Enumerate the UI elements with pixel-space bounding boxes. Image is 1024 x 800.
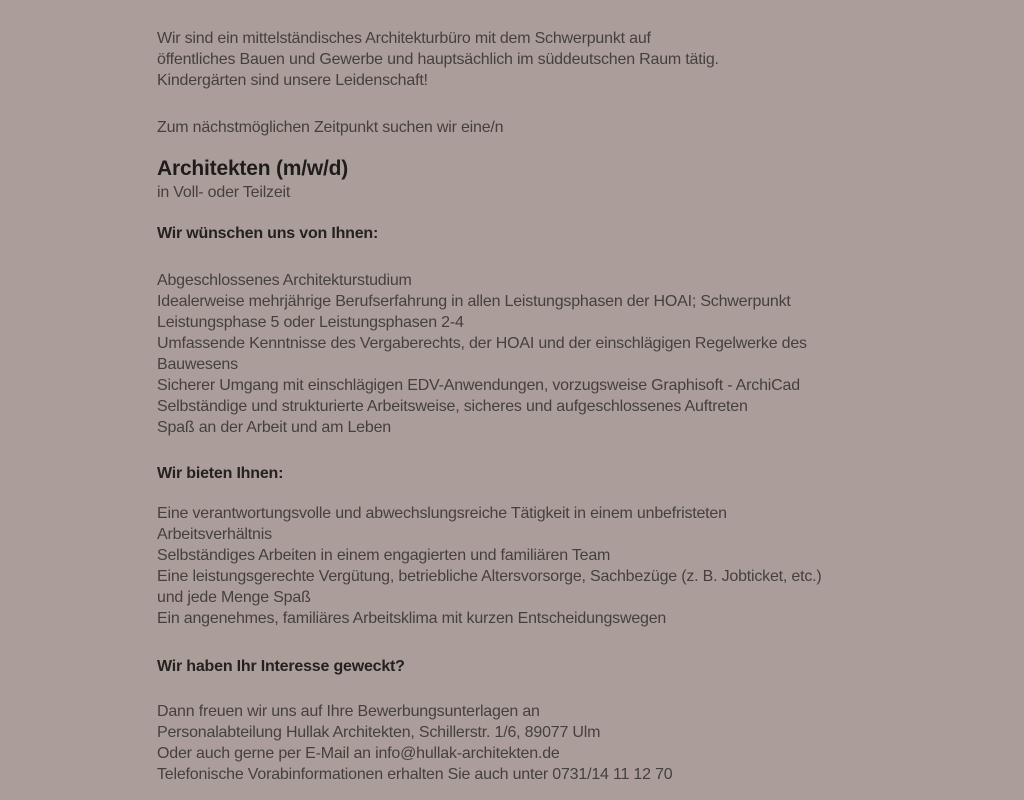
lead-in-line: Zum nächstmöglichen Zeitpunkt suchen wir eine/n — [157, 119, 504, 136]
text-line: Leistungsphase 5 oder Leistungsphasen 2-4 — [157, 314, 464, 331]
text-line: Telefonische Vorabinformationen erhalten Sie auch unter 0731/14 11 12 70 — [157, 766, 673, 783]
closing-heading: Wir haben Ihr Interesse geweckt? — [157, 658, 405, 675]
text-line: Eine verantwortungsvolle und abwechslungsreiche Tätigkeit in einem unbefristeten — [157, 505, 727, 522]
offers-list — [157, 503, 904, 629]
text-line: und jede Menge Spaß — [157, 589, 311, 606]
text-line: Sicherer Umgang mit einschlägigen EDV-Anwendungen, vorzugsweise Graphisoft - ArchiCad — [157, 377, 800, 394]
text-line: Ein angenehmes, familiäres Arbeitsklima mit kurzen Entscheidungswegen — [157, 610, 667, 627]
offers-heading: Wir bieten Ihnen: — [157, 465, 284, 482]
contact-list — [157, 701, 904, 785]
text-line: Abgeschlossenes Architekturstudium — [157, 272, 412, 289]
text-line: Personalabteilung Hullak Architekten, Schillerstr. 1/6, 89077 Ulm — [157, 724, 601, 741]
text-line: Spaß an der Arbeit und am Leben — [157, 419, 391, 436]
text-line: Selbständiges Arbeiten in einem engagierten und familiären Team — [157, 547, 611, 564]
job-subtitle: in Voll- oder Teilzeit — [157, 184, 291, 201]
text-line: öffentliches Bauen und Gewerbe und hauptsächlich im süddeutschen Raum tätig. — [157, 51, 719, 68]
text-line: Arbeitsverhältnis — [157, 526, 272, 543]
job-title: Architekten (m/w/d) — [157, 157, 349, 180]
text-line: Eine leistungsgerechte Vergütung, betriebliche Altersvorsorge, Sachbezüge (z. B. Jobticket, etc.) — [157, 568, 822, 585]
text-line: Idealerweise mehrjährige Berufserfahrung in allen Leistungsphasen der HOAI; Schwerpunkt — [157, 293, 791, 310]
wishes-list — [157, 270, 904, 438]
intro-paragraph — [157, 28, 904, 91]
text-line: Bauwesens — [157, 356, 238, 373]
text-line: Wir sind ein mittelständisches Architekturbüro mit dem Schwerpunkt auf — [157, 30, 651, 47]
text-line: Umfassende Kenntnisse des Vergaberechts, der HOAI und der einschlägigen Regelwerke des — [157, 335, 807, 352]
text-line: Oder auch gerne per E-Mail an info@hullak-architekten.de — [157, 745, 560, 762]
text-line: Selbständige und strukturierte Arbeitsweise, sicheres und aufgeschlossenes Auftreten — [157, 398, 748, 415]
wishes-heading: Wir wünschen uns von Ihnen: — [157, 225, 379, 242]
text-line: Dann freuen wir uns auf Ihre Bewerbungsunterlagen an — [157, 703, 540, 720]
text-line: Kindergärten sind unsere Leidenschaft! — [157, 72, 428, 89]
